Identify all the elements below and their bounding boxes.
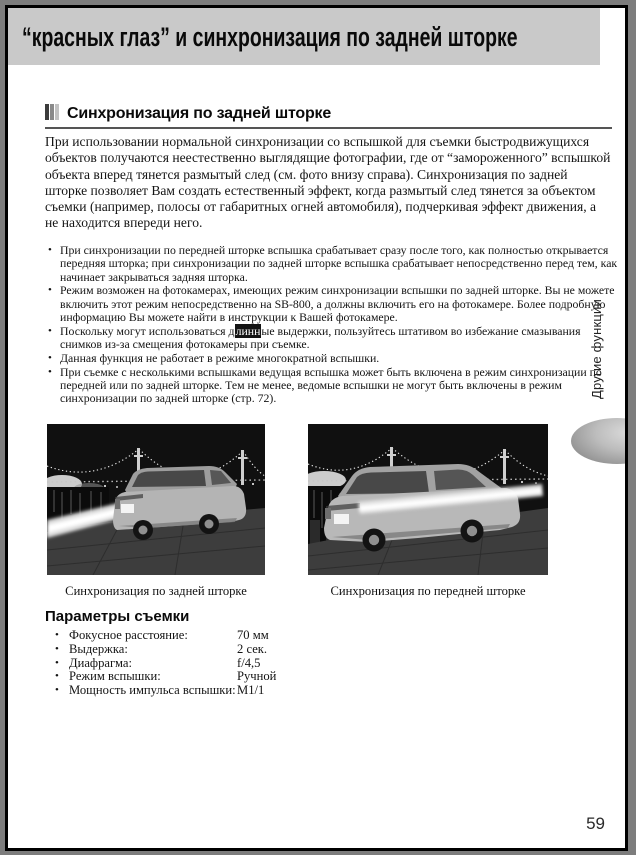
param-row	[45, 643, 365, 657]
section-divider	[45, 127, 612, 129]
night-scene-front-sync-illustration	[308, 424, 548, 575]
param-row	[45, 670, 365, 684]
note-item	[47, 352, 619, 365]
note-item	[47, 366, 619, 406]
param-row	[45, 629, 365, 643]
param-label: Диафрагма:	[69, 655, 132, 670]
note-text: При съемке с несколькими вспышками ведущая вспышка может быть включена в режим синхронизации по передней или по задней шторке. Тем не менее, ведомые вспышки не могут быть включены в режим синхронизации по задней шторке (стр. 72).	[60, 364, 602, 406]
chapter-tab-ellipse	[571, 418, 628, 464]
chapter-title: “красных глаз” и синхронизация по задней шторке	[22, 22, 518, 52]
note-text: Поскольку могут использоваться д	[60, 323, 235, 338]
caption-rear-curtain: Синхронизация по задней шторке	[65, 584, 247, 598]
param-label: Режим вспышки:	[69, 669, 161, 684]
note-item	[47, 325, 619, 352]
shooting-parameters	[45, 608, 365, 698]
param-label: Выдержка:	[69, 641, 128, 656]
note-text: Режим возможен на фотокамерах, имеющих режим синхронизации вспышки по задней шторке. Вы не можете включить этот режим непосредственно на SB-800, а должны включить его на фотокамере. Более подробную информацию Вы можете найти в инструкции к Вашей фотокамере.	[60, 283, 615, 324]
chapter-header-band	[8, 8, 600, 65]
page	[5, 5, 628, 851]
parameters-title: Параметры съемки	[45, 608, 190, 625]
highlighted-text: линн	[235, 323, 261, 338]
param-value: 70 мм	[237, 628, 269, 642]
caption-front-curtain: Синхронизация по передней шторке	[330, 584, 526, 598]
note-item	[47, 284, 619, 324]
param-row	[45, 657, 365, 671]
intro-paragraph: При использовании нормальной синхронизации со вспышкой для съемки быстродвижущихся объектов получаются неестественно выглядящие фотографии, где от “замороженного” вспышкой объекта вперед тянется размытый след (см. фото внизу справа). Синхронизация по задней шторке позволяет Вам создать естественный эффект, когда размытый след тянется за объектом съемки (например, полосы от габаритных огней автомобиля), подчеркивая эффект движения, а не находится впереди него.	[45, 134, 611, 231]
param-label: Фокусное расстояние:	[69, 628, 188, 642]
section-heading	[45, 104, 612, 125]
photo-front-curtain-sync	[308, 424, 548, 575]
note-text: ые выдержки, пользуйтесь штативом во избежание смазывания снимков из-за смещения фотокамеры при съемке.	[60, 323, 581, 352]
notes-list	[47, 244, 619, 406]
photo-rear-curtain-sync	[47, 424, 265, 575]
param-row	[45, 684, 365, 698]
side-tab-chapter-label: Другие функции	[589, 299, 604, 399]
note-text: При синхронизации по передней шторке вспышка срабатывает сразу после того, как полностью открывается передняя шторка; при синхронизации по задней шторке вспышка срабатывает непосредственно перед тем, как начинает закрываться задняя шторка.	[60, 243, 618, 284]
section-stripe-icon	[45, 104, 60, 125]
page-number: 59	[586, 814, 605, 833]
param-value: f/4,5	[237, 655, 261, 670]
param-label: Мощность импульса вспышки:	[69, 683, 236, 698]
section-title: Синхронизация по задней шторке	[67, 105, 332, 122]
param-value: 2 сек.	[237, 641, 268, 656]
note-text: Данная функция не работает в режиме многократной вспышки.	[60, 350, 380, 365]
param-value: Ручной	[237, 669, 277, 684]
param-value: M1/1	[237, 683, 265, 698]
note-item	[47, 244, 619, 284]
night-scene-rear-sync-illustration	[47, 424, 265, 575]
